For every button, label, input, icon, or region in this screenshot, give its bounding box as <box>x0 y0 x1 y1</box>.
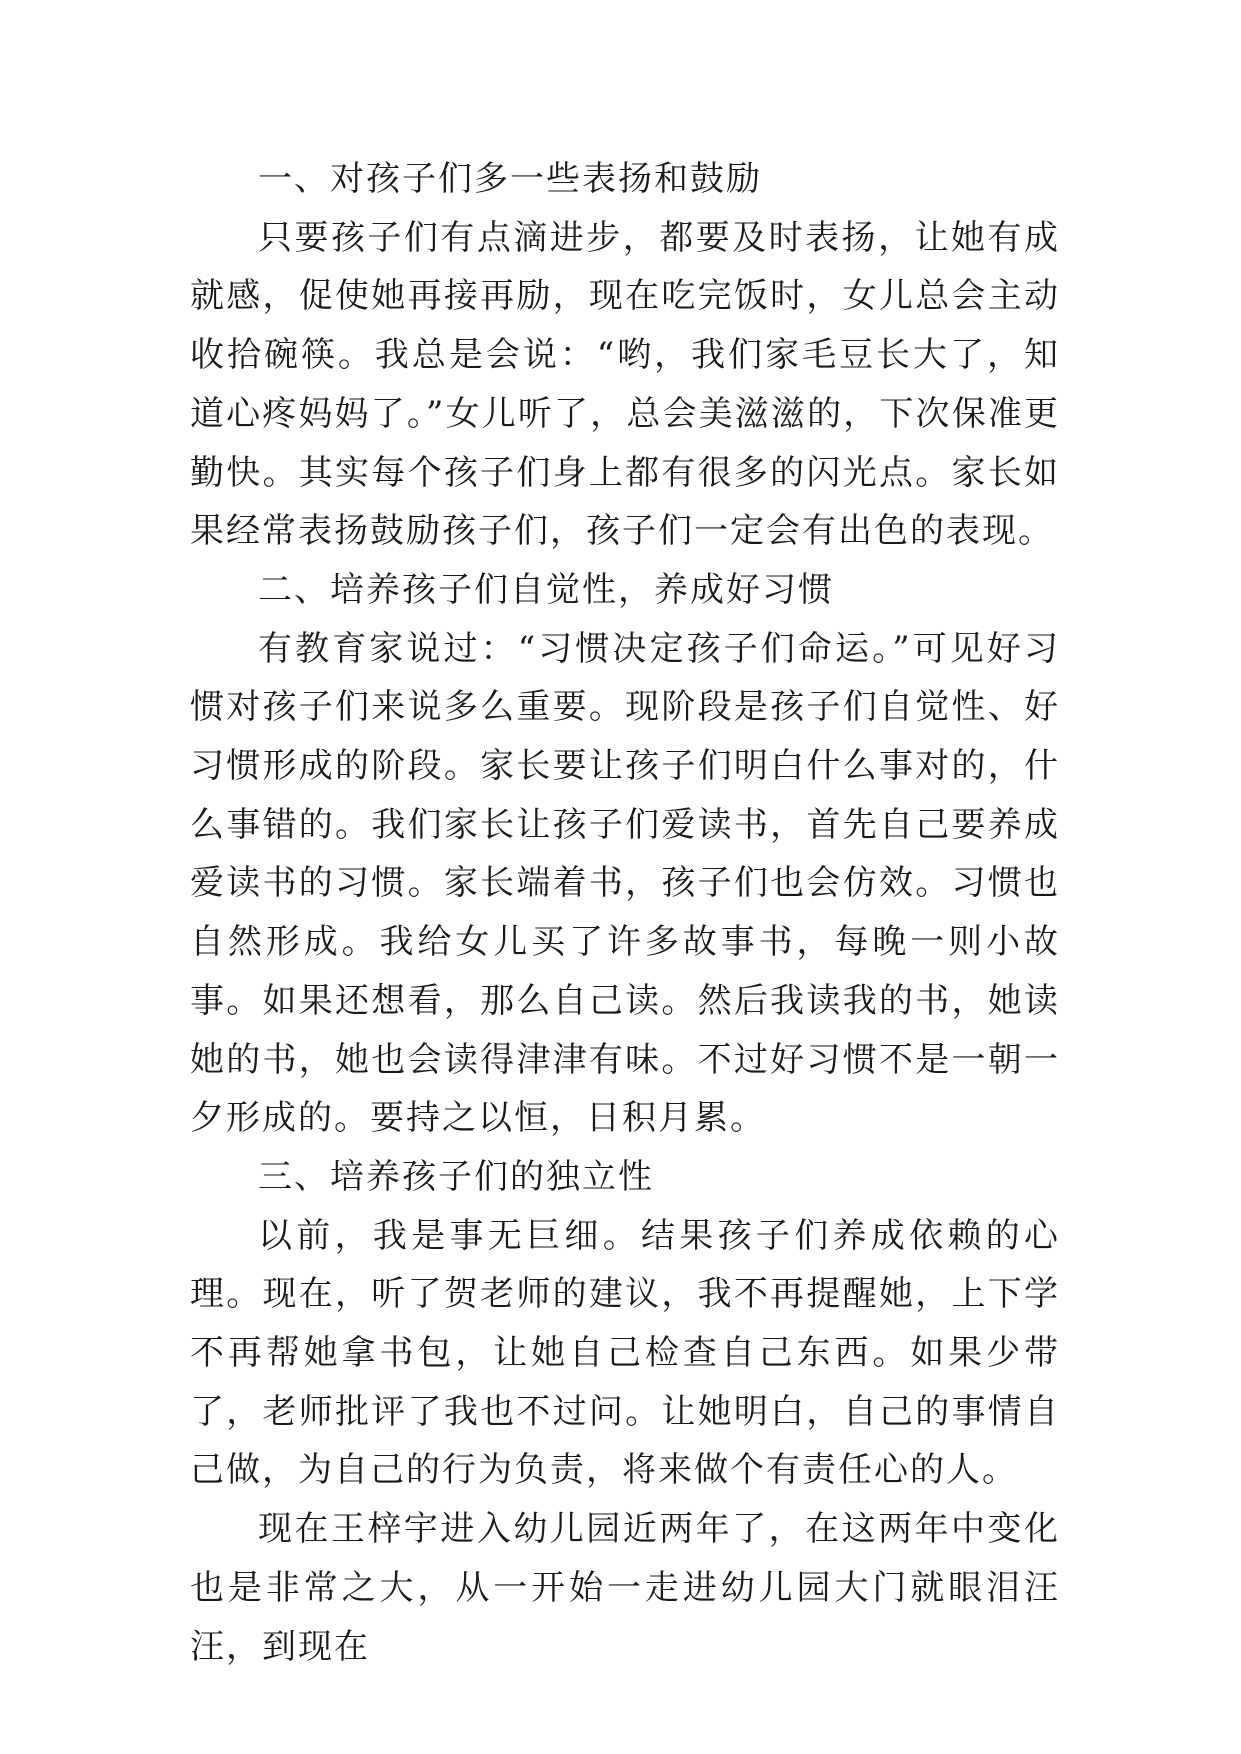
document-body <box>190 150 1060 1676</box>
section-heading-2: 二、培养孩子们自觉性，养成好习惯 <box>258 569 834 610</box>
paragraph-independence: 以前，我是事无巨细。结果孩子们养成依赖的心理。现在，听了贺老师的建议，我不再提醒她，上下学不再帮她拿书包，让她自己检查自己东西。如果少带了，老师批评了我也不过问。让她明白，自己的事情自己做，为自己的行为负责，将来做个有责任心的人。 <box>190 1215 1060 1491</box>
paragraph-habits: 有教育家说过：“习惯决定孩子们命运。”可见好习惯对孩子们来说多么重要。现阶段是孩子们自觉性、好习惯形成的阶段。家长要让孩子们明白什么事对的，什么事错的。我们家长让孩子们爱读书，首先自己要养成爱读书的习惯。家长端着书，孩子们也会仿效。习惯也自然形成。我给女儿买了许多故事书，每晚一则小故事。如果还想看，那么自己读。然后我读我的书，她读她的书，她也会读得津津有味。不过好习惯不是一朝一夕形成的。要持之以恒，日积月累。 <box>190 628 1060 1139</box>
paragraph-praise: 只要孩子们有点滴进步，都要及时表扬，让她有成就感，促使她再接再励，现在吃完饭时，女儿总会主动收拾碗筷。我总是会说：“哟，我们家毛豆长大了，知道心疼妈妈了。”女儿听了，总会美滋滋的，下次保准更勤快。其实每个孩子们身上都有很多的闪光点。家长如果经常表扬鼓励孩子们，孩子们一定会有出色的表现。 <box>190 217 1060 552</box>
section-heading-1: 一、对孩子们多一些表扬和鼓励 <box>258 159 762 199</box>
paragraph-closing: 现在王梓宇进入幼儿园近两年了，在这两年中变化也是非常之大，从一开始一走进幼儿园大门就眼泪汪汪，到现在 <box>190 1509 1060 1667</box>
section-heading-3: 三、培养孩子们的独立性 <box>258 1156 654 1197</box>
